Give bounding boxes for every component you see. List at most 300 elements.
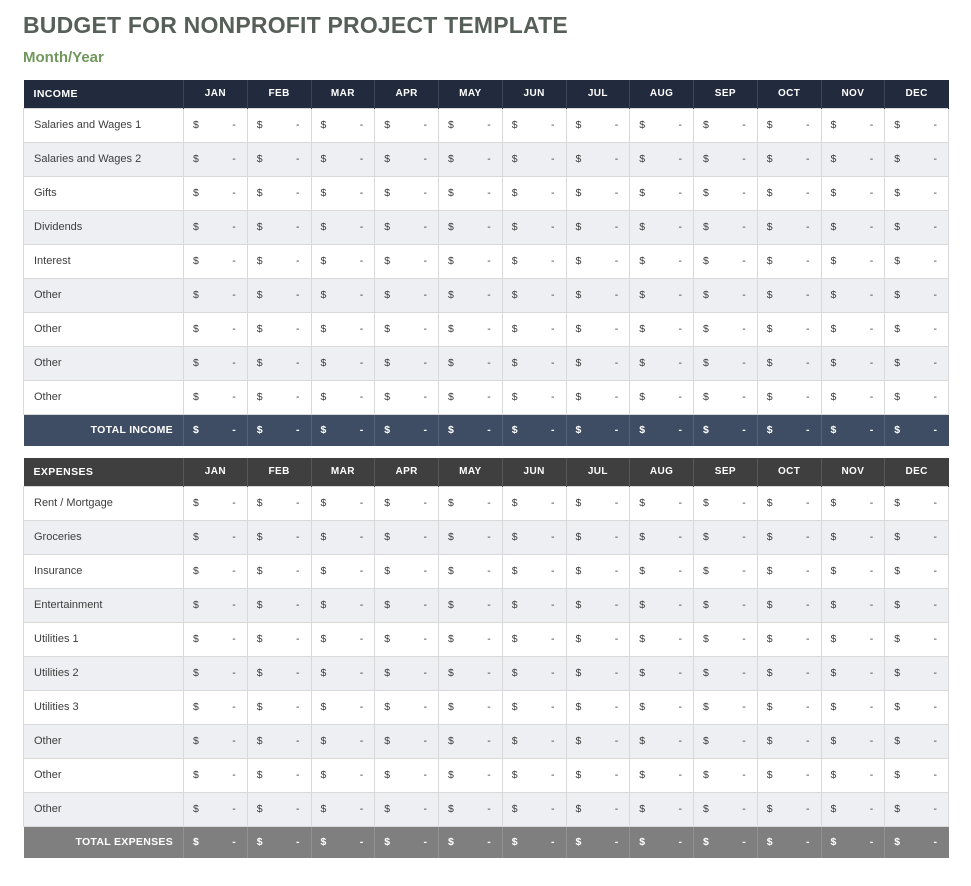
amount-value: -: [614, 735, 619, 747]
income-amount-cell[interactable]: [311, 142, 375, 176]
expenses-amount-cell[interactable]: [694, 656, 758, 690]
income-amount-cell[interactable]: [184, 108, 248, 142]
expenses-total-amount-cell: [885, 826, 949, 858]
income-amount-cell[interactable]: [630, 278, 694, 312]
expenses-amount-cell[interactable]: [821, 554, 885, 588]
currency-symbol: $: [511, 424, 518, 437]
income-amount-cell[interactable]: [311, 244, 375, 278]
expenses-amount-cell[interactable]: [439, 622, 503, 656]
expenses-amount-cell[interactable]: [184, 758, 248, 792]
amount-value: -: [487, 735, 491, 747]
income-amount-cell[interactable]: [821, 244, 885, 278]
expenses-amount-cell[interactable]: [566, 622, 630, 656]
income-amount-cell[interactable]: [694, 210, 758, 244]
income-amount-cell[interactable]: [885, 210, 949, 244]
amount-value: -: [869, 153, 874, 165]
expenses-amount-cell[interactable]: [184, 554, 248, 588]
income-amount-cell[interactable]: [184, 210, 248, 244]
income-amount-cell[interactable]: [439, 142, 503, 176]
income-amount-cell[interactable]: [184, 346, 248, 380]
currency-symbol: $: [193, 119, 199, 131]
income-amount-cell[interactable]: [566, 108, 630, 142]
income-amount-cell[interactable]: [502, 312, 566, 346]
income-amount-cell[interactable]: [311, 210, 375, 244]
income-amount-cell[interactable]: [311, 108, 375, 142]
income-amount-cell[interactable]: [439, 210, 503, 244]
expenses-amount-cell[interactable]: [630, 656, 694, 690]
expenses-amount-cell[interactable]: [694, 792, 758, 826]
expenses-amount-cell[interactable]: [311, 758, 375, 792]
expenses-amount-cell[interactable]: [566, 554, 630, 588]
currency-symbol: $: [575, 221, 582, 233]
income-amount-cell[interactable]: [375, 312, 439, 346]
expenses-amount-cell[interactable]: [757, 520, 821, 554]
income-amount-cell[interactable]: [630, 312, 694, 346]
income-amount-cell[interactable]: [566, 176, 630, 210]
income-amount-cell[interactable]: [630, 108, 694, 142]
amount-value: -: [678, 701, 682, 713]
expenses-amount-cell[interactable]: [757, 588, 821, 622]
expenses-amount-cell[interactable]: [311, 622, 375, 656]
income-amount-cell[interactable]: [821, 210, 885, 244]
income-amount-cell[interactable]: [311, 380, 375, 414]
income-amount-cell[interactable]: [502, 176, 566, 210]
amount-value: -: [359, 323, 364, 335]
currency-symbol: $: [894, 701, 901, 713]
income-amount-cell[interactable]: [566, 244, 630, 278]
currency-symbol: $: [894, 153, 901, 165]
expenses-amount-cell[interactable]: [184, 486, 248, 520]
expenses-amount-cell[interactable]: [694, 758, 758, 792]
expenses-amount-cell[interactable]: [821, 588, 885, 622]
income-amount-cell[interactable]: [757, 108, 821, 142]
amount-value: -: [806, 633, 810, 645]
expenses-amount-cell[interactable]: [247, 588, 311, 622]
expenses-amount-cell[interactable]: [694, 690, 758, 724]
expenses-amount-cell[interactable]: [566, 486, 630, 520]
income-amount-cell[interactable]: [821, 176, 885, 210]
expenses-amount-cell[interactable]: [311, 486, 375, 520]
expenses-amount-cell[interactable]: [439, 554, 503, 588]
expenses-amount-cell[interactable]: [502, 792, 566, 826]
expenses-amount-cell[interactable]: [439, 486, 503, 520]
income-amount-cell[interactable]: [566, 278, 630, 312]
expenses-amount-cell[interactable]: [375, 622, 439, 656]
currency-symbol: $: [256, 836, 263, 849]
income-amount-cell[interactable]: [247, 210, 311, 244]
currency-symbol: $: [193, 221, 199, 233]
income-amount-cell[interactable]: [757, 312, 821, 346]
income-amount-cell[interactable]: [566, 142, 630, 176]
expenses-amount-cell[interactable]: [566, 656, 630, 690]
income-amount-cell[interactable]: [247, 176, 311, 210]
income-amount-cell[interactable]: [247, 244, 311, 278]
income-amount-cell[interactable]: [247, 142, 311, 176]
expenses-amount-cell[interactable]: [821, 656, 885, 690]
expenses-amount-cell[interactable]: [821, 792, 885, 826]
income-amount-cell[interactable]: [630, 142, 694, 176]
income-amount-cell[interactable]: [439, 176, 503, 210]
amount-value: -: [359, 769, 364, 781]
income-amount-cell[interactable]: [375, 278, 439, 312]
amount-value: -: [359, 221, 364, 233]
expenses-amount-cell[interactable]: [885, 622, 949, 656]
amount-value: -: [296, 701, 300, 713]
amount-value: -: [742, 667, 746, 679]
expenses-amount-cell[interactable]: [885, 588, 949, 622]
expenses-amount-cell[interactable]: [247, 690, 311, 724]
amount-value: -: [487, 221, 491, 233]
income-amount-cell[interactable]: [885, 108, 949, 142]
expenses-amount-cell[interactable]: [375, 656, 439, 690]
expenses-amount-cell[interactable]: [311, 520, 375, 554]
month-header-mar: MAR: [311, 458, 375, 486]
expenses-total-label: TOTAL EXPENSES: [24, 826, 184, 858]
expenses-amount-cell[interactable]: [821, 758, 885, 792]
income-amount-cell[interactable]: [502, 380, 566, 414]
expenses-amount-cell[interactable]: [694, 724, 758, 758]
amount-value: -: [869, 119, 874, 131]
expenses-amount-cell[interactable]: [247, 758, 311, 792]
income-amount-cell[interactable]: [630, 346, 694, 380]
expenses-amount-cell[interactable]: [502, 724, 566, 758]
income-amount-cell[interactable]: [694, 142, 758, 176]
expenses-row-label: Groceries: [24, 520, 184, 554]
expenses-amount-cell[interactable]: [757, 758, 821, 792]
income-amount-cell[interactable]: [694, 312, 758, 346]
expenses-amount-cell[interactable]: [885, 486, 949, 520]
income-amount-cell[interactable]: [757, 142, 821, 176]
currency-symbol: $: [830, 221, 837, 233]
expenses-amount-cell[interactable]: [311, 792, 375, 826]
expenses-amount-cell[interactable]: [821, 724, 885, 758]
currency-symbol: $: [830, 735, 837, 747]
expenses-amount-cell[interactable]: [247, 792, 311, 826]
amount-value: -: [806, 255, 810, 267]
expenses-amount-cell[interactable]: [821, 622, 885, 656]
currency-symbol: $: [894, 357, 901, 369]
expenses-amount-cell[interactable]: [566, 690, 630, 724]
income-amount-cell[interactable]: [694, 176, 758, 210]
expenses-amount-cell[interactable]: [311, 554, 375, 588]
amount-value: -: [359, 391, 364, 403]
amount-value: -: [806, 424, 810, 437]
currency-symbol: $: [766, 735, 773, 747]
expenses-amount-cell[interactable]: [757, 554, 821, 588]
amount-value: -: [296, 497, 300, 509]
income-amount-cell[interactable]: [184, 312, 248, 346]
expenses-amount-cell[interactable]: [375, 792, 439, 826]
expenses-amount-cell[interactable]: [630, 758, 694, 792]
income-amount-cell[interactable]: [184, 278, 248, 312]
expenses-amount-cell[interactable]: [757, 690, 821, 724]
income-amount-cell[interactable]: [757, 346, 821, 380]
expenses-amount-cell[interactable]: [375, 486, 439, 520]
expenses-amount-cell[interactable]: [184, 656, 248, 690]
income-amount-cell[interactable]: [439, 108, 503, 142]
expenses-amount-cell[interactable]: [184, 690, 248, 724]
expenses-amount-cell[interactable]: [821, 486, 885, 520]
expenses-amount-cell[interactable]: [375, 690, 439, 724]
income-amount-cell[interactable]: [375, 346, 439, 380]
income-amount-cell[interactable]: [885, 346, 949, 380]
income-amount-cell[interactable]: [439, 346, 503, 380]
income-amount-cell[interactable]: [885, 380, 949, 414]
expenses-amount-cell[interactable]: [439, 792, 503, 826]
income-amount-cell[interactable]: [757, 176, 821, 210]
currency-symbol: $: [830, 531, 837, 543]
expenses-amount-cell[interactable]: [502, 588, 566, 622]
currency-symbol: $: [703, 289, 709, 301]
currency-symbol: $: [766, 769, 773, 781]
expenses-amount-cell[interactable]: [311, 690, 375, 724]
income-amount-cell[interactable]: [630, 210, 694, 244]
expenses-amount-cell[interactable]: [439, 758, 503, 792]
expenses-amount-cell[interactable]: [502, 690, 566, 724]
income-amount-cell[interactable]: [757, 244, 821, 278]
expenses-amount-cell[interactable]: [694, 486, 758, 520]
expenses-amount-cell[interactable]: [184, 792, 248, 826]
amount-value: -: [487, 323, 491, 335]
expenses-amount-cell[interactable]: [885, 520, 949, 554]
currency-symbol: $: [639, 357, 646, 369]
expenses-amount-cell[interactable]: [885, 656, 949, 690]
income-amount-cell[interactable]: [566, 312, 630, 346]
expenses-amount-cell[interactable]: [885, 724, 949, 758]
amount-value: -: [423, 187, 427, 199]
currency-symbol: $: [448, 119, 454, 131]
income-amount-cell[interactable]: [439, 244, 503, 278]
income-amount-cell[interactable]: [821, 312, 885, 346]
currency-symbol: $: [448, 357, 454, 369]
amount-value: -: [232, 119, 236, 131]
expenses-amount-cell[interactable]: [566, 724, 630, 758]
income-amount-cell[interactable]: [375, 142, 439, 176]
expenses-amount-cell[interactable]: [630, 622, 694, 656]
income-amount-cell[interactable]: [566, 346, 630, 380]
amount-value: -: [296, 357, 300, 369]
expenses-amount-cell[interactable]: [821, 520, 885, 554]
expenses-row: [24, 486, 949, 520]
expenses-amount-cell[interactable]: [247, 486, 311, 520]
currency-symbol: $: [511, 735, 518, 747]
currency-symbol: $: [320, 565, 327, 577]
currency-symbol: $: [320, 391, 327, 403]
currency-symbol: $: [511, 599, 518, 611]
income-amount-cell[interactable]: [757, 380, 821, 414]
expenses-amount-cell[interactable]: [757, 486, 821, 520]
currency-symbol: $: [448, 424, 454, 437]
income-amount-cell[interactable]: [502, 278, 566, 312]
expenses-amount-cell[interactable]: [694, 588, 758, 622]
income-amount-cell[interactable]: [566, 210, 630, 244]
income-amount-cell[interactable]: [184, 176, 248, 210]
expenses-amount-cell[interactable]: [439, 520, 503, 554]
income-row-label: Other: [24, 312, 184, 346]
expenses-row-label: Entertainment: [24, 588, 184, 622]
expenses-amount-cell[interactable]: [566, 588, 630, 622]
expenses-amount-cell[interactable]: [375, 520, 439, 554]
income-amount-cell[interactable]: [757, 210, 821, 244]
income-amount-cell[interactable]: [502, 108, 566, 142]
expenses-amount-cell[interactable]: [184, 622, 248, 656]
currency-symbol: $: [511, 153, 518, 165]
income-amount-cell[interactable]: [375, 176, 439, 210]
income-amount-cell[interactable]: [821, 346, 885, 380]
expenses-amount-cell[interactable]: [502, 554, 566, 588]
income-row: [24, 142, 949, 176]
expenses-amount-cell[interactable]: [566, 520, 630, 554]
income-amount-cell[interactable]: [630, 244, 694, 278]
income-amount-cell[interactable]: [502, 346, 566, 380]
expenses-amount-cell[interactable]: [566, 792, 630, 826]
amount-value: -: [232, 187, 236, 199]
expenses-amount-cell[interactable]: [375, 724, 439, 758]
income-amount-cell[interactable]: [184, 142, 248, 176]
income-amount-cell[interactable]: [502, 210, 566, 244]
income-amount-cell[interactable]: [757, 278, 821, 312]
income-amount-cell[interactable]: [885, 244, 949, 278]
income-amount-cell[interactable]: [694, 278, 758, 312]
expenses-amount-cell[interactable]: [885, 690, 949, 724]
expenses-amount-cell[interactable]: [375, 554, 439, 588]
expenses-amount-cell[interactable]: [694, 622, 758, 656]
income-amount-cell[interactable]: [375, 380, 439, 414]
amount-value: -: [614, 531, 619, 543]
expenses-amount-cell[interactable]: [694, 520, 758, 554]
income-amount-cell[interactable]: [311, 312, 375, 346]
expenses-amount-cell[interactable]: [885, 792, 949, 826]
expenses-amount-cell[interactable]: [311, 724, 375, 758]
expenses-amount-cell[interactable]: [630, 554, 694, 588]
income-amount-cell[interactable]: [630, 176, 694, 210]
expenses-amount-cell[interactable]: [630, 792, 694, 826]
income-amount-cell[interactable]: [184, 244, 248, 278]
income-amount-cell[interactable]: [247, 108, 311, 142]
currency-symbol: $: [256, 187, 263, 199]
income-amount-cell[interactable]: [375, 108, 439, 142]
currency-symbol: $: [575, 565, 582, 577]
income-amount-cell[interactable]: [566, 380, 630, 414]
income-amount-cell[interactable]: [247, 312, 311, 346]
income-amount-cell[interactable]: [821, 142, 885, 176]
income-amount-cell[interactable]: [694, 244, 758, 278]
expenses-amount-cell[interactable]: [184, 588, 248, 622]
income-amount-cell[interactable]: [694, 108, 758, 142]
income-total-amount-cell: [502, 414, 566, 446]
expenses-amount-cell[interactable]: [375, 588, 439, 622]
amount-value: -: [614, 424, 619, 437]
income-amount-cell[interactable]: [184, 380, 248, 414]
expenses-amount-cell[interactable]: [630, 588, 694, 622]
income-amount-cell[interactable]: [311, 278, 375, 312]
currency-symbol: $: [384, 119, 391, 131]
income-amount-cell[interactable]: [821, 380, 885, 414]
income-amount-cell[interactable]: [375, 244, 439, 278]
expenses-amount-cell[interactable]: [694, 554, 758, 588]
amount-value: -: [423, 255, 427, 267]
income-amount-cell[interactable]: [439, 278, 503, 312]
amount-value: -: [614, 119, 619, 131]
expenses-amount-cell[interactable]: [184, 520, 248, 554]
expenses-amount-cell[interactable]: [247, 724, 311, 758]
expenses-amount-cell[interactable]: [439, 656, 503, 690]
currency-symbol: $: [639, 289, 646, 301]
page-title: BUDGET FOR NONPROFIT PROJECT TEMPLATE: [23, 12, 568, 38]
currency-symbol: $: [766, 187, 773, 199]
expenses-amount-cell[interactable]: [502, 656, 566, 690]
income-amount-cell[interactable]: [247, 278, 311, 312]
expenses-amount-cell[interactable]: [247, 656, 311, 690]
income-amount-cell[interactable]: [247, 346, 311, 380]
amount-value: -: [487, 119, 491, 131]
expenses-amount-cell[interactable]: [439, 724, 503, 758]
expenses-amount-cell[interactable]: [757, 622, 821, 656]
income-amount-cell[interactable]: [311, 176, 375, 210]
expenses-amount-cell[interactable]: [502, 486, 566, 520]
income-amount-cell[interactable]: [375, 210, 439, 244]
income-amount-cell[interactable]: [630, 380, 694, 414]
expenses-amount-cell[interactable]: [502, 520, 566, 554]
income-amount-cell[interactable]: [502, 142, 566, 176]
expenses-amount-cell[interactable]: [502, 758, 566, 792]
amount-value: -: [742, 221, 746, 233]
expenses-amount-cell[interactable]: [885, 554, 949, 588]
expenses-amount-cell[interactable]: [439, 690, 503, 724]
amount-value: -: [869, 633, 874, 645]
income-amount-cell[interactable]: [821, 278, 885, 312]
expenses-table: [23, 458, 949, 858]
expenses-amount-cell[interactable]: [630, 486, 694, 520]
expenses-amount-cell[interactable]: [311, 588, 375, 622]
expenses-amount-cell[interactable]: [247, 520, 311, 554]
expenses-amount-cell[interactable]: [757, 656, 821, 690]
amount-value: -: [423, 497, 427, 509]
expenses-amount-cell[interactable]: [375, 758, 439, 792]
income-amount-cell[interactable]: [885, 278, 949, 312]
expenses-amount-cell[interactable]: [247, 554, 311, 588]
income-amount-cell[interactable]: [885, 176, 949, 210]
expenses-amount-cell[interactable]: [184, 724, 248, 758]
income-amount-cell[interactable]: [821, 108, 885, 142]
expenses-amount-cell[interactable]: [885, 758, 949, 792]
income-amount-cell[interactable]: [439, 380, 503, 414]
expenses-amount-cell[interactable]: [821, 690, 885, 724]
expenses-amount-cell[interactable]: [757, 792, 821, 826]
income-amount-cell[interactable]: [439, 312, 503, 346]
income-amount-cell[interactable]: [502, 244, 566, 278]
expenses-amount-cell[interactable]: [311, 656, 375, 690]
amount-value: -: [487, 357, 491, 369]
expenses-amount-cell[interactable]: [630, 724, 694, 758]
income-amount-cell[interactable]: [247, 380, 311, 414]
income-amount-cell[interactable]: [885, 142, 949, 176]
income-amount-cell[interactable]: [311, 346, 375, 380]
expenses-amount-cell[interactable]: [757, 724, 821, 758]
expenses-total-amount-cell: [375, 826, 439, 858]
expenses-amount-cell[interactable]: [630, 690, 694, 724]
expenses-amount-cell[interactable]: [566, 758, 630, 792]
expenses-amount-cell[interactable]: [247, 622, 311, 656]
expenses-amount-cell[interactable]: [502, 622, 566, 656]
income-amount-cell[interactable]: [694, 346, 758, 380]
amount-value: -: [423, 803, 427, 815]
income-amount-cell[interactable]: [694, 380, 758, 414]
income-amount-cell[interactable]: [885, 312, 949, 346]
expenses-amount-cell[interactable]: [439, 588, 503, 622]
currency-symbol: $: [703, 497, 709, 509]
expenses-amount-cell[interactable]: [630, 520, 694, 554]
